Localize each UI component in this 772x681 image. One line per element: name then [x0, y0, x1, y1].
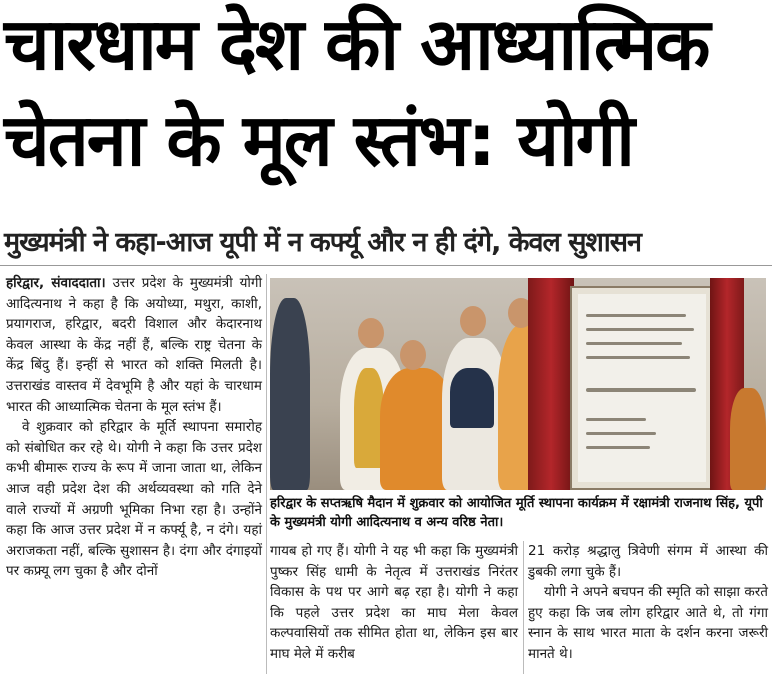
- article-paragraph-2: वे शुक्रवार को हरिद्वार के मूर्ति स्थापना समारोह को संबोधित कर रहे थे। योगी ने कहा कि उत्तर प्रदेश कभी बीमारू राज्य के रूप में जाना जाता था, लेकिन आज वही प्रदेश देश की अर्थव्यवस्था को गति देने वाले राज्यों में अग्रणी भूमिका निभा रहा है। उन्होंने कहा कि आज उत्तर प्रदेश में न कर्फ्यू है, न दंगे। यहां अराजकता नहीं, बल्कि सुशासन है। दंगा और दंगाइयों पर कफ्र्यू लग चुका है और दोनों: [6, 419, 262, 580]
- headline-line-2: चेतना के मूल स्तंभ: योगी: [4, 98, 633, 182]
- inauguration-plaque: [570, 286, 714, 490]
- subheadline: मुख्यमंत्री ने कहा-आज यूपी में न कर्फ्यू और न ही दंगे, केवल सुशासन: [4, 227, 642, 258]
- article-column-2: [270, 541, 518, 665]
- photo-figure: [730, 388, 766, 490]
- photo-figure-head: [358, 318, 384, 348]
- dateline: हरिद्वार, संवाददाता।: [6, 275, 106, 291]
- news-photo: [270, 278, 766, 490]
- photo-figure: [450, 368, 494, 428]
- article-column-2-text: गायब हो गए हैं। योगी ने यह भी कहा कि मुख्यमंत्री पुष्कर सिंह धामी के नेतृत्व में उत्तराखंड निरंतर विकास के पथ पर आगे बढ़ रहा है। योगी ने कहा कि पहले उत्तर प्रदेश का माघ मेला केवल कल्पवासियों तक सीमित होता था, लेकिन इस बार माघ मेले में करीब: [270, 543, 518, 662]
- photo-caption: हरिद्वार के सप्तऋषि मैदान में शुक्रवार को आयोजित मूर्ति स्थापना कार्यक्रम में रक्षामंत्री राजनाथ सिंह, यूपी के मुख्यमंत्री योगी आदित्यनाथ व अन्य वरिष्ठ नेता।: [270, 496, 763, 530]
- photo-figure-head: [460, 306, 486, 336]
- red-curtain-left: [528, 278, 574, 490]
- column-divider: [266, 274, 267, 674]
- photo-figure-head: [400, 340, 426, 370]
- article-paragraph-1: [6, 273, 262, 417]
- article-column-3-paragraph-2: योगी ने अपने बचपन की स्मृति को साझा करते हुए कहा कि जब लोग हरिद्वार आते थे, तो गंगा स्नान के साथ भारत माता के दर्शन करना जरूरी मानते थे।: [528, 584, 768, 662]
- article-column-3: [528, 541, 768, 665]
- paragraph-1-text: उत्तर प्रदेश के मुख्यमंत्री योगी आदित्यनाथ ने कहा है कि अयोध्या, मथुरा, काशी, प्रयागराज, हरिद्वार, बदरी विशाल और केदारनाथ केवल आस्था के केंद्र नहीं हैं, बल्कि राष्ट्र चेतना के केंद्र बिंदु हैं। इन्हीं से भारत को शक्ति मिलती है। उत्तराखंड वास्तव में देवभूमि है और यहां के चारधाम भारत की आध्यात्मिक चेतना के मूल स्तंभ हैं।: [6, 275, 262, 415]
- column-divider: [523, 541, 524, 674]
- divider: [0, 265, 772, 266]
- photo-figure: [270, 298, 310, 490]
- article-column-3-paragraph-1: 21 करोड़ श्रद्धालु त्रिवेणी संगम में आस्था की डुबकी लगा चुके हैं।: [528, 543, 768, 580]
- headline-line-1: चारधाम देश की आध्यात्मिक: [4, 2, 709, 86]
- article-column-1: [6, 273, 262, 582]
